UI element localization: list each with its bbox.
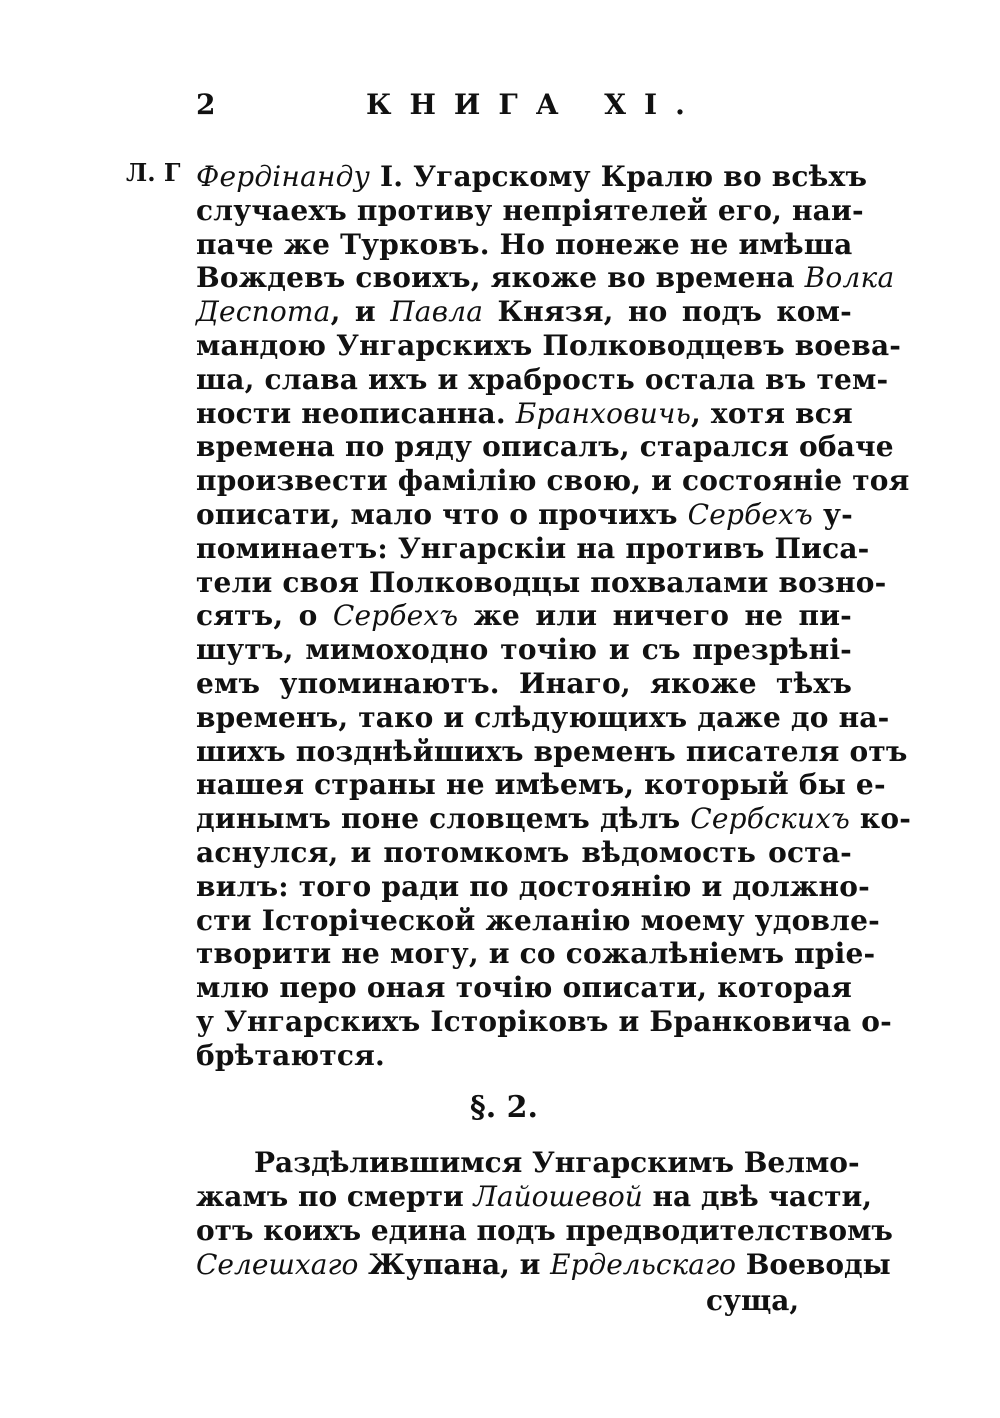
page-header xyxy=(196,88,856,132)
text-line: брѣтаются. xyxy=(196,1038,385,1072)
text-line: Раздѣлившимся Унгарскимъ Велмо- xyxy=(254,1146,860,1179)
text-line: вилъ: того ради по достоянію и должно- xyxy=(196,869,870,903)
text-line: Фердінанду I. Угарскому Кралю во всѣхъ xyxy=(196,160,868,193)
text-line: аснулся, и потомкомъ вѣдомость оста- xyxy=(196,835,852,869)
page-number: 2 xyxy=(196,88,216,121)
paragraph-1 xyxy=(196,160,912,1073)
text-line: ша, слава ихъ и храбрость остала въ тем- xyxy=(196,362,889,396)
paragraph-2 xyxy=(196,1146,893,1282)
text-line: у Унгарскихъ Історіковъ и Бранковича о- xyxy=(196,1004,892,1038)
text-line: отъ коихъ едина подъ предводителствомъ xyxy=(196,1214,893,1247)
text-line: поминаетъ: Унгарскіи на противъ Писа- xyxy=(196,531,870,565)
catchword: суща, xyxy=(706,1284,800,1317)
text-line: паче же Турковъ. Но понеже не имѣша xyxy=(196,227,853,261)
text-line: временъ, тако и слѣдующихъ даже до на- xyxy=(196,700,890,734)
text-line: произвести фамілію свою, и состояніе тоя xyxy=(196,464,910,498)
section-heading: §. 2. xyxy=(470,1090,538,1125)
text-line: млю перо оная точію описати, которая xyxy=(196,971,852,1005)
text-line: шихъ позднѣйшихъ временъ писателя отъ xyxy=(196,734,908,768)
text-line: случаехъ противу непріятелей его, наи- xyxy=(196,193,864,227)
text-line: шутъ, мимоходно точію и съ презрѣні- xyxy=(196,633,852,667)
text-line: творити не могу, и со сожалѣніемъ пріе- xyxy=(196,937,876,971)
text-line: сти Історіческой желанію моему удовле- xyxy=(196,903,880,937)
text-line: динымъ поне словцемъ дѣлъ Сербскихъ ко- xyxy=(196,802,912,836)
text-line: тели своя Полководцы похвалами возно- xyxy=(196,565,887,599)
text-line: сятъ, о Сербехъ же или ничего не пи- xyxy=(196,599,852,633)
text-line: емъ упоминаютъ. Инаго, якоже тѣхъ xyxy=(196,666,852,700)
text-line: Вождевъ своихъ, якоже во времена Волка xyxy=(196,261,895,295)
text-line: Селешхаго Жупана, и Ердельскаго Воеводы xyxy=(196,1248,891,1281)
margin-note: Л. Г xyxy=(126,158,181,187)
running-title: КНИГА XI. xyxy=(366,88,703,121)
text-line: описати, мало что о прочихъ Сербехъ у- xyxy=(196,497,853,531)
text-line: ности неописанна. Бранховичь, хотя вся xyxy=(196,396,853,430)
text-line: Деспота, и Павла Князя, но подъ ком- xyxy=(196,295,853,329)
text-line: мандою Унгарскихъ Полководцевъ воева- xyxy=(196,328,902,362)
text-line: жамъ по смерти Лайошевой на двѣ части, xyxy=(196,1180,872,1213)
text-line: времена по ряду описалъ, старался обаче xyxy=(196,430,894,464)
text-line: нашея страны не имѣемъ, который бы е- xyxy=(196,768,886,802)
